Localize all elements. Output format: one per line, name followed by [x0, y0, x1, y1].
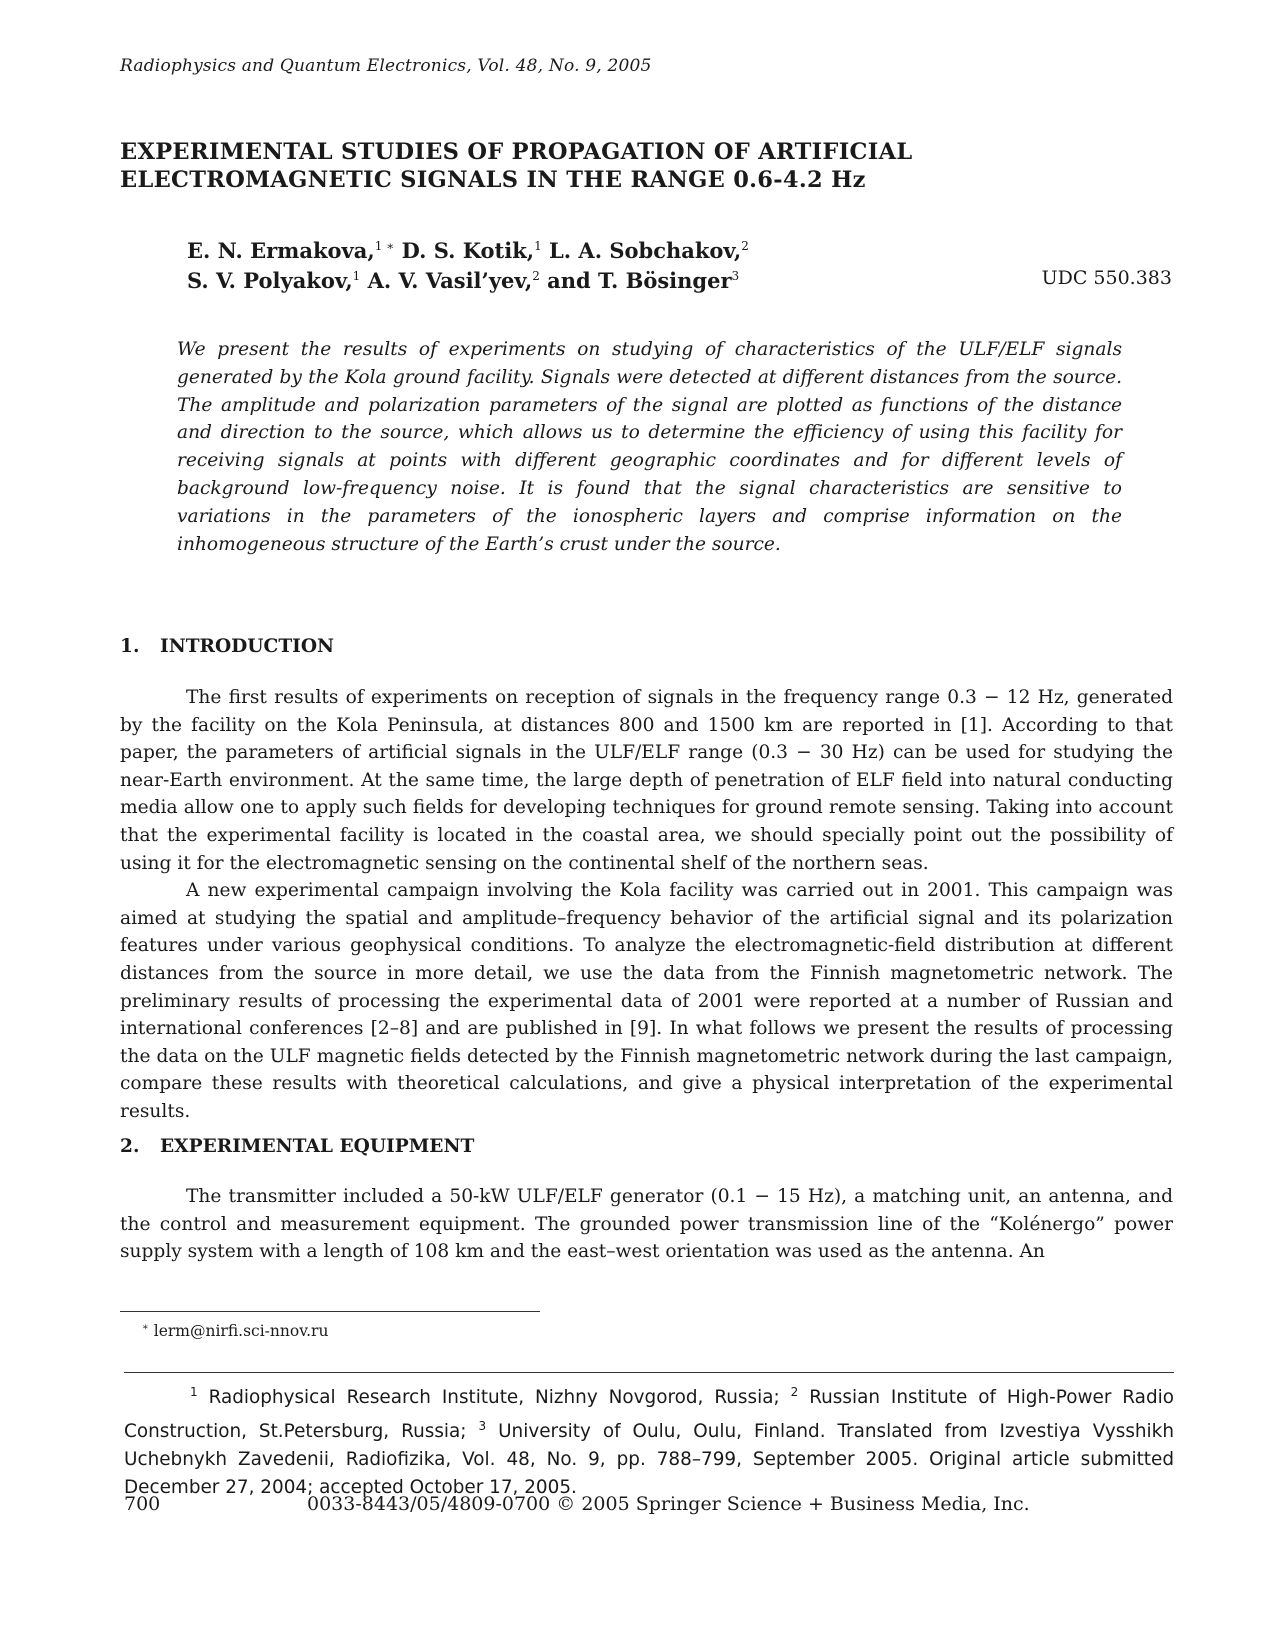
section-number: 2.	[120, 1136, 140, 1157]
author-name: L. A. Sobchakov,	[549, 238, 742, 263]
affiliation-1: Radiophysical Research Institute, Nizhny Novgorod, Russia;	[208, 1387, 780, 1409]
copyright-line: 0033-8443/05/4809-0700 © 2005 Springer Science + Business Media, Inc.	[307, 1493, 1030, 1515]
paragraph: The transmitter included a 50-kW ULF/ELF generator (0.1 − 15 Hz), a matching unit, an antenna, and the control and measurement equipment. The grounded power transmission line of the “Kolénergo” power supply system with a length of 108 km and the east–west orientation was used as the antenna. An	[120, 1186, 1173, 1263]
title-line-1: EXPERIMENTAL STUDIES OF PROPAGATION OF ARTIFICIAL	[120, 139, 913, 165]
section-body-equipment	[120, 1183, 1173, 1266]
abstract: We present the results of experiments on studying of characteristics of the ULF/ELF signals generated by the Kola ground facility. Signals were detected at different distances from the source. The amplitude and polarization parameters of the signal are plotted as functions of the distance and direction to the source, which allows us to determine the efficiency of using this facility for receiving signals at points with different geographic coordinates and for different levels of background low-frequency noise. It is found that the signal characteristics are sensitive to variations in the parameters of the ionospheric layers and comprise information on the inhomogeneous structure of the Earth’s crust under the source.	[177, 339, 1122, 555]
footnote-rule	[120, 1311, 540, 1312]
udc-code: UDC 550.383	[1041, 267, 1172, 289]
running-head: Radiophysics and Quantum Electronics, Vol. 48, No. 9, 2005	[120, 56, 652, 76]
author-list	[187, 236, 749, 296]
affiliations-block	[124, 1378, 1174, 1502]
paper-title	[120, 138, 1170, 194]
author-name: E. N. Ermakova,	[187, 238, 375, 263]
affiliation-2: Russian Institute of High-Power Radio Construction, St.Petersburg, Russia;	[124, 1387, 1174, 1443]
paragraph: A new experimental campaign involving the Kola facility was carried out in 2001. This campaign was aimed at studying the spatial and amplitude–frequency behavior of the artificial signal and its polarization features under various geophysical conditions. To analyze the electromagnetic-field distribution at different distances from the source in more detail, we use the data from the Finnish magnetometric network. The preliminary results of processing the experimental data of 2001 were reported at a number of Russian and international conferences [2–8] and are published in [9]. In what follows we present the results of processing the data on the ULF magnetic fields detected by the Finnish magnetometric network during the last campaign, compare these results with theoretical calculations, and give a physical interpretation of the experimental results.	[120, 880, 1173, 1122]
translation-note: Translated from Izvestiya Vysshikh Uchebnykh Zavedenii, Radiofizika, Vol. 48, No. 9, pp. 788–799, September 2005. Original article submitted December 27, 2004; accepted October 17, 2005.	[124, 1421, 1174, 1499]
author-affiliation-mark: 3	[731, 269, 740, 283]
section-title: INTRODUCTION	[160, 636, 335, 657]
author-line-2	[187, 266, 749, 296]
footnote-mark: ∗	[142, 1322, 149, 1333]
author-line-1	[187, 236, 749, 266]
author-name: and T. Bösinger	[547, 268, 732, 293]
section-heading-equipment	[120, 1136, 474, 1157]
author-affiliation-mark: 2	[741, 239, 749, 253]
section-heading-introduction	[120, 636, 334, 657]
title-line-2: ELECTROMAGNETIC SIGNALS IN THE RANGE 0.6-4.2 Hz	[120, 167, 866, 193]
author-name: S. V. Polyakov,	[187, 268, 353, 293]
section-body-introduction	[120, 684, 1173, 1126]
author-name: D. S. Kotik,	[401, 238, 535, 263]
author-name: A. V. Vasil’yev,	[367, 268, 533, 293]
section-title: EXPERIMENTAL EQUIPMENT	[160, 1136, 475, 1157]
section-number: 1.	[120, 636, 140, 657]
footnote	[142, 1322, 328, 1340]
footnote-email: lerm@nirfi.sci-nnov.ru	[153, 1322, 329, 1341]
author-affiliation-mark: 1	[534, 239, 542, 253]
paragraph: The first results of experiments on reception of signals in the frequency range 0.3 − 12 Hz, generated by the facility on the Kola Peninsula, at distances 800 and 1500 km are reported in [1]. According to that paper, the parameters of artificial signals in the ULF/ELF range (0.3 − 30 Hz) can be used for studying the near-Earth environment. At the same time, the large depth of penetration of ELF field into natural conducting media allow one to apply such fields for developing techniques for ground remote sensing. Taking into account that the experimental facility is located in the coastal area, we should specially point out the possibility of using it for the electromagnetic sensing on the continental shelf of the northern seas.	[120, 687, 1173, 874]
affiliation-3: University of Oulu, Oulu, Finland.	[498, 1421, 826, 1443]
author-affiliation-mark: 1 ∗	[374, 239, 395, 253]
affiliation-rule	[124, 1372, 1174, 1373]
affiliation-mark: 2	[790, 1385, 799, 1399]
page-number: 700	[124, 1493, 161, 1515]
author-affiliation-mark: 2	[532, 269, 540, 283]
affiliation-mark: 1	[190, 1385, 198, 1399]
affiliation-mark: 3	[478, 1419, 487, 1434]
author-affiliation-mark: 1	[352, 269, 361, 283]
